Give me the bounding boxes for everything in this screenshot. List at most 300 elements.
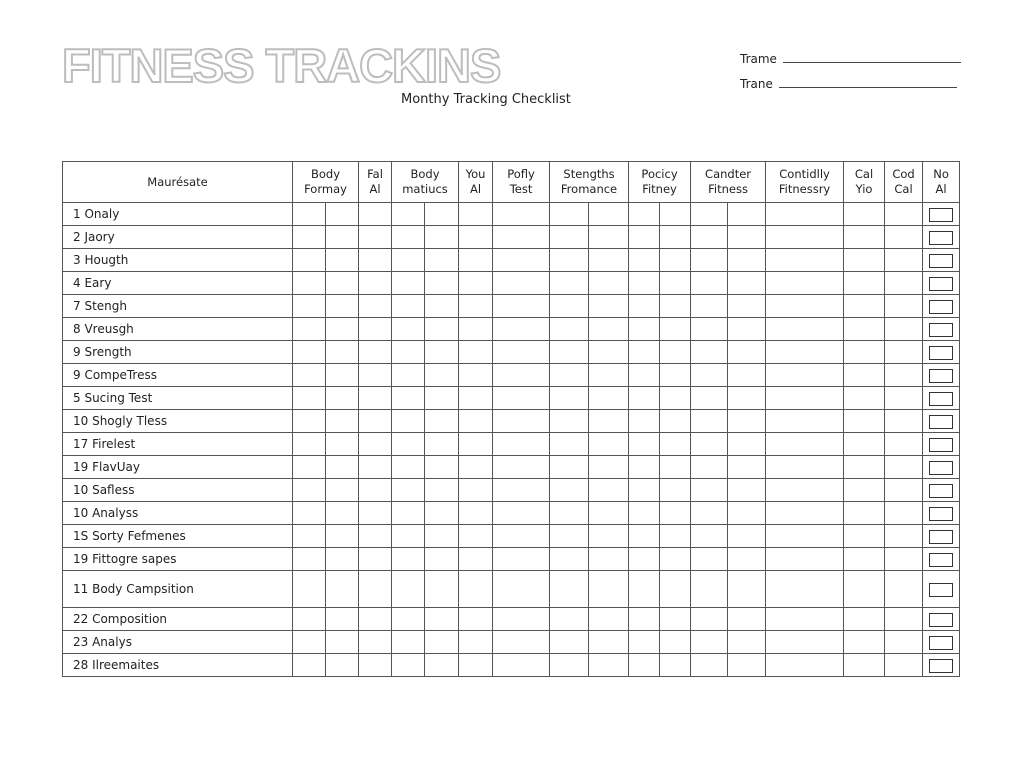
tracking-cell[interactable]: [425, 203, 459, 226]
tracking-cell[interactable]: [359, 318, 392, 341]
tracking-cell[interactable]: [660, 226, 691, 249]
tracking-cell[interactable]: [392, 608, 425, 631]
tracking-cell[interactable]: [550, 387, 589, 410]
tracking-cell[interactable]: [589, 456, 629, 479]
tracking-cell[interactable]: [589, 479, 629, 502]
tracking-cell[interactable]: [550, 571, 589, 608]
tracking-cell[interactable]: [493, 318, 550, 341]
tracking-cell[interactable]: [326, 249, 359, 272]
tracking-cell[interactable]: [629, 272, 660, 295]
tracking-cell[interactable]: [766, 341, 844, 364]
tracking-cell[interactable]: [359, 410, 392, 433]
tracking-cell[interactable]: [493, 203, 550, 226]
tracking-cell[interactable]: [459, 203, 493, 226]
tracking-cell[interactable]: [629, 387, 660, 410]
tracking-cell[interactable]: [425, 433, 459, 456]
tracking-cell[interactable]: [885, 479, 923, 502]
tracking-cell[interactable]: [550, 203, 589, 226]
tracking-cell[interactable]: [493, 548, 550, 571]
tracking-cell[interactable]: [459, 295, 493, 318]
tracking-cell[interactable]: [691, 433, 728, 456]
tracking-cell[interactable]: [885, 525, 923, 548]
tracking-cell[interactable]: [459, 456, 493, 479]
tracking-cell[interactable]: [589, 410, 629, 433]
tracking-cell[interactable]: [629, 479, 660, 502]
tracking-cell[interactable]: [691, 548, 728, 571]
tracking-cell[interactable]: [326, 502, 359, 525]
row-checkbox[interactable]: [929, 254, 953, 268]
tracking-cell[interactable]: [293, 548, 326, 571]
tracking-cell[interactable]: [766, 479, 844, 502]
tracking-cell[interactable]: [691, 456, 728, 479]
tracking-cell[interactable]: [425, 272, 459, 295]
tracking-cell[interactable]: [392, 433, 425, 456]
tracking-cell[interactable]: [766, 203, 844, 226]
tracking-cell[interactable]: [728, 295, 766, 318]
tracking-cell[interactable]: [459, 341, 493, 364]
tracking-cell[interactable]: [425, 364, 459, 387]
tracking-cell[interactable]: [629, 502, 660, 525]
tracking-cell[interactable]: [844, 608, 885, 631]
tracking-cell[interactable]: [728, 387, 766, 410]
tracking-cell[interactable]: [459, 318, 493, 341]
tracking-cell[interactable]: [660, 479, 691, 502]
tracking-cell[interactable]: [326, 654, 359, 677]
tracking-cell[interactable]: [359, 502, 392, 525]
tracking-cell[interactable]: [885, 456, 923, 479]
tracking-cell[interactable]: [392, 341, 425, 364]
tracking-cell[interactable]: [885, 502, 923, 525]
tracking-cell[interactable]: [293, 295, 326, 318]
tracking-cell[interactable]: [629, 654, 660, 677]
tracking-cell[interactable]: [844, 410, 885, 433]
tracking-cell[interactable]: [766, 387, 844, 410]
tracking-cell[interactable]: [493, 479, 550, 502]
row-checkbox[interactable]: [929, 277, 953, 291]
tracking-cell[interactable]: [589, 654, 629, 677]
tracking-cell[interactable]: [459, 608, 493, 631]
tracking-cell[interactable]: [844, 571, 885, 608]
tracking-cell[interactable]: [550, 364, 589, 387]
tracking-cell[interactable]: [425, 548, 459, 571]
tracking-cell[interactable]: [493, 341, 550, 364]
tracking-cell[interactable]: [326, 410, 359, 433]
tracking-cell[interactable]: [550, 631, 589, 654]
tracking-cell[interactable]: [728, 525, 766, 548]
tracking-cell[interactable]: [392, 226, 425, 249]
tracking-cell[interactable]: [660, 249, 691, 272]
tracking-cell[interactable]: [493, 387, 550, 410]
tracking-cell[interactable]: [766, 502, 844, 525]
tracking-cell[interactable]: [425, 479, 459, 502]
tracking-cell[interactable]: [359, 272, 392, 295]
tracking-cell[interactable]: [660, 608, 691, 631]
tracking-cell[interactable]: [844, 341, 885, 364]
tracking-cell[interactable]: [885, 608, 923, 631]
tracking-cell[interactable]: [589, 387, 629, 410]
tracking-cell[interactable]: [293, 631, 326, 654]
tracking-cell[interactable]: [392, 456, 425, 479]
tracking-cell[interactable]: [629, 410, 660, 433]
tracking-cell[interactable]: [691, 318, 728, 341]
tracking-cell[interactable]: [728, 456, 766, 479]
tracking-cell[interactable]: [293, 226, 326, 249]
tracking-cell[interactable]: [493, 249, 550, 272]
tracking-cell[interactable]: [691, 249, 728, 272]
tracking-cell[interactable]: [629, 525, 660, 548]
tracking-cell[interactable]: [550, 654, 589, 677]
tracking-cell[interactable]: [844, 318, 885, 341]
tracking-cell[interactable]: [359, 631, 392, 654]
tracking-cell[interactable]: [392, 548, 425, 571]
tracking-cell[interactable]: [844, 631, 885, 654]
tracking-cell[interactable]: [766, 410, 844, 433]
tracking-cell[interactable]: [326, 341, 359, 364]
tracking-cell[interactable]: [425, 608, 459, 631]
row-checkbox[interactable]: [929, 346, 953, 360]
tracking-cell[interactable]: [691, 631, 728, 654]
tracking-cell[interactable]: [359, 525, 392, 548]
tracking-cell[interactable]: [425, 525, 459, 548]
tracking-cell[interactable]: [359, 341, 392, 364]
tracking-cell[interactable]: [728, 608, 766, 631]
tracking-cell[interactable]: [660, 203, 691, 226]
tracking-cell[interactable]: [766, 456, 844, 479]
tracking-cell[interactable]: [728, 502, 766, 525]
tracking-cell[interactable]: [550, 608, 589, 631]
tracking-cell[interactable]: [660, 364, 691, 387]
tracking-cell[interactable]: [359, 226, 392, 249]
tracking-cell[interactable]: [660, 410, 691, 433]
row-checkbox[interactable]: [929, 583, 953, 597]
tracking-cell[interactable]: [589, 272, 629, 295]
tracking-cell[interactable]: [550, 295, 589, 318]
tracking-cell[interactable]: [728, 203, 766, 226]
tracking-cell[interactable]: [359, 654, 392, 677]
row-checkbox[interactable]: [929, 392, 953, 406]
tracking-cell[interactable]: [392, 387, 425, 410]
tracking-cell[interactable]: [326, 631, 359, 654]
tracking-cell[interactable]: [691, 203, 728, 226]
tracking-cell[interactable]: [589, 295, 629, 318]
tracking-cell[interactable]: [493, 502, 550, 525]
tracking-cell[interactable]: [326, 571, 359, 608]
tracking-cell[interactable]: [392, 295, 425, 318]
tracking-cell[interactable]: [293, 341, 326, 364]
tracking-cell[interactable]: [550, 456, 589, 479]
tracking-cell[interactable]: [885, 364, 923, 387]
tracking-cell[interactable]: [660, 548, 691, 571]
tracking-cell[interactable]: [885, 631, 923, 654]
tracking-cell[interactable]: [326, 318, 359, 341]
tracking-cell[interactable]: [459, 502, 493, 525]
tracking-cell[interactable]: [459, 226, 493, 249]
tracking-cell[interactable]: [493, 226, 550, 249]
tracking-cell[interactable]: [589, 203, 629, 226]
tracking-cell[interactable]: [326, 548, 359, 571]
tracking-cell[interactable]: [359, 571, 392, 608]
tracking-cell[interactable]: [493, 654, 550, 677]
tracking-cell[interactable]: [589, 341, 629, 364]
tracking-cell[interactable]: [293, 502, 326, 525]
tracking-cell[interactable]: [326, 525, 359, 548]
tracking-cell[interactable]: [493, 525, 550, 548]
tracking-cell[interactable]: [589, 631, 629, 654]
tracking-cell[interactable]: [550, 249, 589, 272]
tracking-cell[interactable]: [459, 631, 493, 654]
tracking-cell[interactable]: [459, 525, 493, 548]
tracking-cell[interactable]: [392, 249, 425, 272]
tracking-cell[interactable]: [425, 631, 459, 654]
tracking-cell[interactable]: [293, 608, 326, 631]
tracking-cell[interactable]: [550, 272, 589, 295]
tracking-cell[interactable]: [425, 295, 459, 318]
tracking-cell[interactable]: [629, 318, 660, 341]
tracking-cell[interactable]: [691, 502, 728, 525]
tracking-cell[interactable]: [844, 433, 885, 456]
tracking-cell[interactable]: [728, 341, 766, 364]
tracking-cell[interactable]: [392, 654, 425, 677]
tracking-cell[interactable]: [493, 410, 550, 433]
tracking-cell[interactable]: [425, 318, 459, 341]
tracking-cell[interactable]: [691, 272, 728, 295]
tracking-cell[interactable]: [844, 654, 885, 677]
tracking-cell[interactable]: [660, 456, 691, 479]
tracking-cell[interactable]: [660, 387, 691, 410]
tracking-cell[interactable]: [550, 341, 589, 364]
tracking-cell[interactable]: [660, 654, 691, 677]
tracking-cell[interactable]: [293, 479, 326, 502]
tracking-cell[interactable]: [392, 571, 425, 608]
tracking-cell[interactable]: [629, 456, 660, 479]
tracking-cell[interactable]: [459, 387, 493, 410]
tracking-cell[interactable]: [766, 318, 844, 341]
tracking-cell[interactable]: [293, 364, 326, 387]
row-checkbox[interactable]: [929, 636, 953, 650]
tracking-cell[interactable]: [691, 608, 728, 631]
tracking-cell[interactable]: [629, 203, 660, 226]
tracking-cell[interactable]: [691, 654, 728, 677]
tracking-cell[interactable]: [425, 571, 459, 608]
tracking-cell[interactable]: [359, 387, 392, 410]
row-checkbox[interactable]: [929, 507, 953, 521]
tracking-cell[interactable]: [728, 433, 766, 456]
tracking-cell[interactable]: [728, 654, 766, 677]
tracking-cell[interactable]: [293, 203, 326, 226]
tracking-cell[interactable]: [293, 571, 326, 608]
tracking-cell[interactable]: [459, 654, 493, 677]
tracking-cell[interactable]: [459, 364, 493, 387]
tracking-cell[interactable]: [766, 631, 844, 654]
tracking-cell[interactable]: [589, 571, 629, 608]
tracking-cell[interactable]: [550, 502, 589, 525]
tracking-cell[interactable]: [885, 571, 923, 608]
tracking-cell[interactable]: [459, 548, 493, 571]
tracking-cell[interactable]: [885, 318, 923, 341]
tracking-cell[interactable]: [392, 203, 425, 226]
tracking-cell[interactable]: [425, 502, 459, 525]
tracking-cell[interactable]: [589, 608, 629, 631]
row-checkbox[interactable]: [929, 208, 953, 222]
tracking-cell[interactable]: [885, 387, 923, 410]
tracking-cell[interactable]: [359, 433, 392, 456]
tracking-cell[interactable]: [691, 571, 728, 608]
tracking-cell[interactable]: [293, 272, 326, 295]
tracking-cell[interactable]: [766, 608, 844, 631]
tracking-cell[interactable]: [844, 479, 885, 502]
tracking-cell[interactable]: [550, 548, 589, 571]
tracking-cell[interactable]: [691, 226, 728, 249]
tracking-cell[interactable]: [359, 364, 392, 387]
tracking-cell[interactable]: [293, 249, 326, 272]
tracking-cell[interactable]: [359, 456, 392, 479]
tracking-cell[interactable]: [660, 571, 691, 608]
tracking-cell[interactable]: [691, 295, 728, 318]
row-checkbox[interactable]: [929, 231, 953, 245]
tracking-cell[interactable]: [885, 433, 923, 456]
tracking-cell[interactable]: [326, 272, 359, 295]
tracking-cell[interactable]: [293, 433, 326, 456]
tracking-cell[interactable]: [728, 479, 766, 502]
tracking-cell[interactable]: [660, 502, 691, 525]
tracking-cell[interactable]: [493, 295, 550, 318]
row-checkbox[interactable]: [929, 659, 953, 673]
tracking-cell[interactable]: [844, 226, 885, 249]
tracking-cell[interactable]: [392, 525, 425, 548]
tracking-cell[interactable]: [766, 272, 844, 295]
tracking-cell[interactable]: [660, 631, 691, 654]
tracking-cell[interactable]: [425, 226, 459, 249]
tracking-cell[interactable]: [493, 631, 550, 654]
tracking-cell[interactable]: [550, 433, 589, 456]
tracking-cell[interactable]: [425, 387, 459, 410]
tracking-cell[interactable]: [629, 364, 660, 387]
tracking-cell[interactable]: [293, 525, 326, 548]
row-checkbox[interactable]: [929, 300, 953, 314]
tracking-cell[interactable]: [326, 203, 359, 226]
tracking-cell[interactable]: [629, 608, 660, 631]
row-checkbox[interactable]: [929, 530, 953, 544]
tracking-cell[interactable]: [885, 410, 923, 433]
tracking-cell[interactable]: [660, 272, 691, 295]
tracking-cell[interactable]: [493, 456, 550, 479]
tracking-cell[interactable]: [459, 249, 493, 272]
tracking-cell[interactable]: [885, 548, 923, 571]
tracking-cell[interactable]: [691, 341, 728, 364]
tracking-cell[interactable]: [766, 364, 844, 387]
tracking-cell[interactable]: [629, 433, 660, 456]
row-checkbox[interactable]: [929, 484, 953, 498]
tracking-cell[interactable]: [589, 249, 629, 272]
row-checkbox[interactable]: [929, 461, 953, 475]
tracking-cell[interactable]: [728, 364, 766, 387]
tracking-cell[interactable]: [885, 654, 923, 677]
name-field-2-line[interactable]: [779, 86, 957, 88]
tracking-cell[interactable]: [493, 272, 550, 295]
tracking-cell[interactable]: [392, 318, 425, 341]
tracking-cell[interactable]: [493, 364, 550, 387]
tracking-cell[interactable]: [766, 433, 844, 456]
tracking-cell[interactable]: [326, 608, 359, 631]
tracking-cell[interactable]: [844, 502, 885, 525]
tracking-cell[interactable]: [293, 410, 326, 433]
tracking-cell[interactable]: [728, 548, 766, 571]
tracking-cell[interactable]: [728, 249, 766, 272]
tracking-cell[interactable]: [766, 226, 844, 249]
tracking-cell[interactable]: [629, 226, 660, 249]
tracking-cell[interactable]: [766, 654, 844, 677]
tracking-cell[interactable]: [589, 364, 629, 387]
tracking-cell[interactable]: [691, 364, 728, 387]
tracking-cell[interactable]: [550, 479, 589, 502]
tracking-cell[interactable]: [459, 571, 493, 608]
tracking-cell[interactable]: [691, 525, 728, 548]
tracking-cell[interactable]: [589, 226, 629, 249]
tracking-cell[interactable]: [589, 525, 629, 548]
tracking-cell[interactable]: [359, 479, 392, 502]
tracking-cell[interactable]: [589, 502, 629, 525]
tracking-cell[interactable]: [459, 410, 493, 433]
tracking-cell[interactable]: [691, 479, 728, 502]
tracking-cell[interactable]: [392, 410, 425, 433]
tracking-cell[interactable]: [493, 433, 550, 456]
tracking-cell[interactable]: [359, 295, 392, 318]
tracking-cell[interactable]: [550, 226, 589, 249]
tracking-cell[interactable]: [425, 410, 459, 433]
tracking-cell[interactable]: [660, 341, 691, 364]
tracking-cell[interactable]: [728, 631, 766, 654]
tracking-cell[interactable]: [766, 249, 844, 272]
tracking-cell[interactable]: [392, 502, 425, 525]
tracking-cell[interactable]: [728, 571, 766, 608]
tracking-cell[interactable]: [844, 295, 885, 318]
tracking-cell[interactable]: [359, 203, 392, 226]
tracking-cell[interactable]: [392, 272, 425, 295]
tracking-cell[interactable]: [293, 318, 326, 341]
row-checkbox[interactable]: [929, 553, 953, 567]
tracking-cell[interactable]: [293, 387, 326, 410]
name-field-1-line[interactable]: [783, 61, 961, 63]
tracking-cell[interactable]: [359, 548, 392, 571]
tracking-cell[interactable]: [459, 433, 493, 456]
tracking-cell[interactable]: [629, 295, 660, 318]
tracking-cell[interactable]: [691, 410, 728, 433]
tracking-cell[interactable]: [629, 548, 660, 571]
tracking-cell[interactable]: [293, 456, 326, 479]
tracking-cell[interactable]: [629, 249, 660, 272]
tracking-cell[interactable]: [425, 341, 459, 364]
tracking-cell[interactable]: [885, 203, 923, 226]
tracking-cell[interactable]: [844, 548, 885, 571]
tracking-cell[interactable]: [359, 608, 392, 631]
tracking-cell[interactable]: [844, 525, 885, 548]
tracking-cell[interactable]: [844, 249, 885, 272]
tracking-cell[interactable]: [691, 387, 728, 410]
tracking-cell[interactable]: [766, 548, 844, 571]
tracking-cell[interactable]: [326, 433, 359, 456]
row-checkbox[interactable]: [929, 415, 953, 429]
tracking-cell[interactable]: [844, 456, 885, 479]
tracking-cell[interactable]: [844, 387, 885, 410]
tracking-cell[interactable]: [589, 318, 629, 341]
row-checkbox[interactable]: [929, 613, 953, 627]
tracking-cell[interactable]: [885, 226, 923, 249]
tracking-cell[interactable]: [589, 433, 629, 456]
tracking-cell[interactable]: [766, 295, 844, 318]
tracking-cell[interactable]: [728, 272, 766, 295]
tracking-cell[interactable]: [493, 571, 550, 608]
tracking-cell[interactable]: [425, 249, 459, 272]
